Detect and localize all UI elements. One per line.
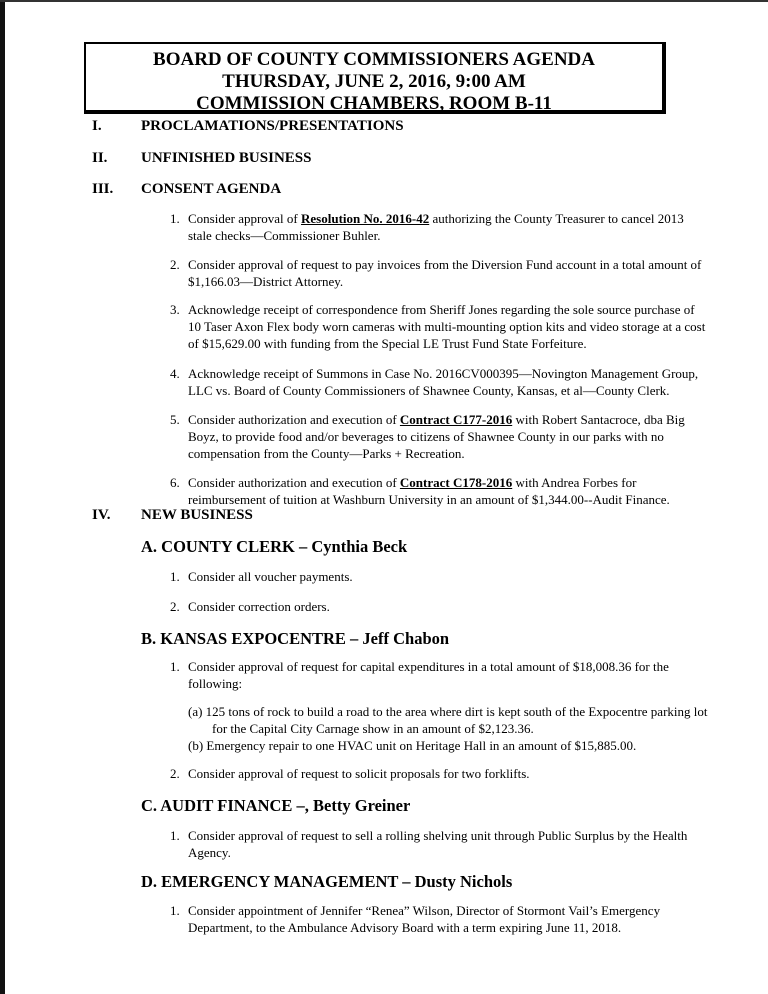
d-item-1-number: 1. [170,903,180,918]
section-3-title: CONSENT AGENDA [141,181,282,197]
b-item-1-subitem-a: (a) 125 tons of rock to build a road to the area where dirt is kept south of the Expocentre parking lot for the Capital City Carnage show in an amount of $2,123.36. [188,704,708,736]
section-1-title: PROCLAMATIONS/PRESENTATIONS [141,118,404,134]
consent-item-1-text-pre: Consider approval of [188,211,302,226]
resolution-link[interactable]: Resolution No. 2016-42 [301,211,430,226]
c-item-1: Consider approval of request to sell a rolling shelving unit through Public Surplus by the Health Agency. [188,828,688,860]
a-item-1: Consider all voucher payments. [188,569,353,584]
section-2-number: II. [92,150,108,166]
a-item-1-number: 1. [170,569,180,584]
c-item-1-number: 1. [170,828,180,843]
b-item-1: Consider approval of request for capital expenditures in a total amount of $18,008.36 for the following: [188,659,669,691]
subsection-a-title: A. COUNTY CLERK – Cynthia Beck [141,537,408,556]
consent-item-1-text-post: authorizing the County Treasurer to cancel 2013 stale checks—Commissioner Buhler. [188,211,684,243]
consent-item-3-number: 3. [170,302,180,317]
consent-item-4: Acknowledge receipt of Summons in Case No. 2016CV000395—Novington Management Group, LLC vs. Board of County Commissioners of Shawnee County, Kansas, et al—County Clerk. [188,366,699,398]
scan-edge-top [0,0,768,2]
consent-item-5-text-pre: Consider authorization and execution of [188,412,400,427]
consent-item-3: Acknowledge receipt of correspondence from Sheriff Jones regarding the sole source purchase of 10 Taser Axon Flex body worn cameras with multi-mounting option kits and video storage at a cost of $15,629.00 with funding from the Special LE Trust Fund State Forfeiture. [188,302,706,351]
subsection-d-title: D. EMERGENCY MANAGEMENT – Dusty Nichols [141,872,513,891]
consent-item-4-number: 4. [170,366,180,381]
b-item-2-number: 2. [170,766,180,781]
consent-item-6-text-pre: Consider authorization and execution of [188,475,400,490]
section-2-title: UNFINISHED BUSINESS [141,150,312,166]
header-title: BOARD OF COUNTY COMMISSIONERS AGENDA [153,49,595,70]
subsection-c-title: C. AUDIT FINANCE –, Betty Greiner [141,796,411,815]
consent-item-2-number: 2. [170,257,180,272]
scan-edge-left [0,0,5,994]
b-item-1-number: 1. [170,659,180,674]
a-item-2-number: 2. [170,599,180,614]
section-3-number: III. [92,181,114,197]
consent-item-1-number: 1. [170,211,180,226]
consent-item-5-number: 5. [170,412,180,427]
b-item-2: Consider approval of request to solicit proposals for two forklifts. [188,766,530,781]
consent-item-5 [188,411,708,462]
b-item-1-subitem-b: (b) Emergency repair to one HVAC unit on Heritage Hall in an amount of $15,885.00. [188,738,637,753]
a-item-2: Consider correction orders. [188,599,330,614]
section-4-number: IV. [92,507,111,523]
header-date: THURSDAY, JUNE 2, 2016, 9:00 AM [222,71,526,92]
consent-item-2: Consider approval of request to pay invoices from the Diversion Fund account in a total amount of $1,166.03—District Attorney. [188,257,702,289]
header-location: COMMISSION CHAMBERS, ROOM B-11 [196,93,552,114]
d-item-1: Consider appointment of Jennifer “Renea” Wilson, Director of Stormont Vail’s Emergency Department, to the Ambulance Advisory Board with a term expiring June 11, 2018. [188,903,661,935]
consent-item-6 [188,474,708,508]
agenda-header [84,42,666,114]
consent-item-5-text-post: with Robert Santacroce, dba Big Boyz, to provide food and/or beverages to citizens of Shawnee County in our parks with no compensation from the County—Parks + Recreation. [188,412,685,461]
subsection-b-title: B. KANSAS EXPOCENTRE – Jeff Chabon [141,629,450,648]
contract-c177-link[interactable]: Contract C177-2016 [399,412,513,427]
consent-item-6-text-post: with Andrea Forbes for reimbursement of tuition at Washburn University in an amount of $1,344.00--Audit Finance. [188,475,670,507]
consent-item-1 [188,210,708,244]
contract-c178-link[interactable]: Contract C178-2016 [399,475,513,490]
section-4-title: NEW BUSINESS [141,507,253,523]
consent-item-6-number: 6. [170,475,180,490]
section-1-number: I. [92,118,102,134]
